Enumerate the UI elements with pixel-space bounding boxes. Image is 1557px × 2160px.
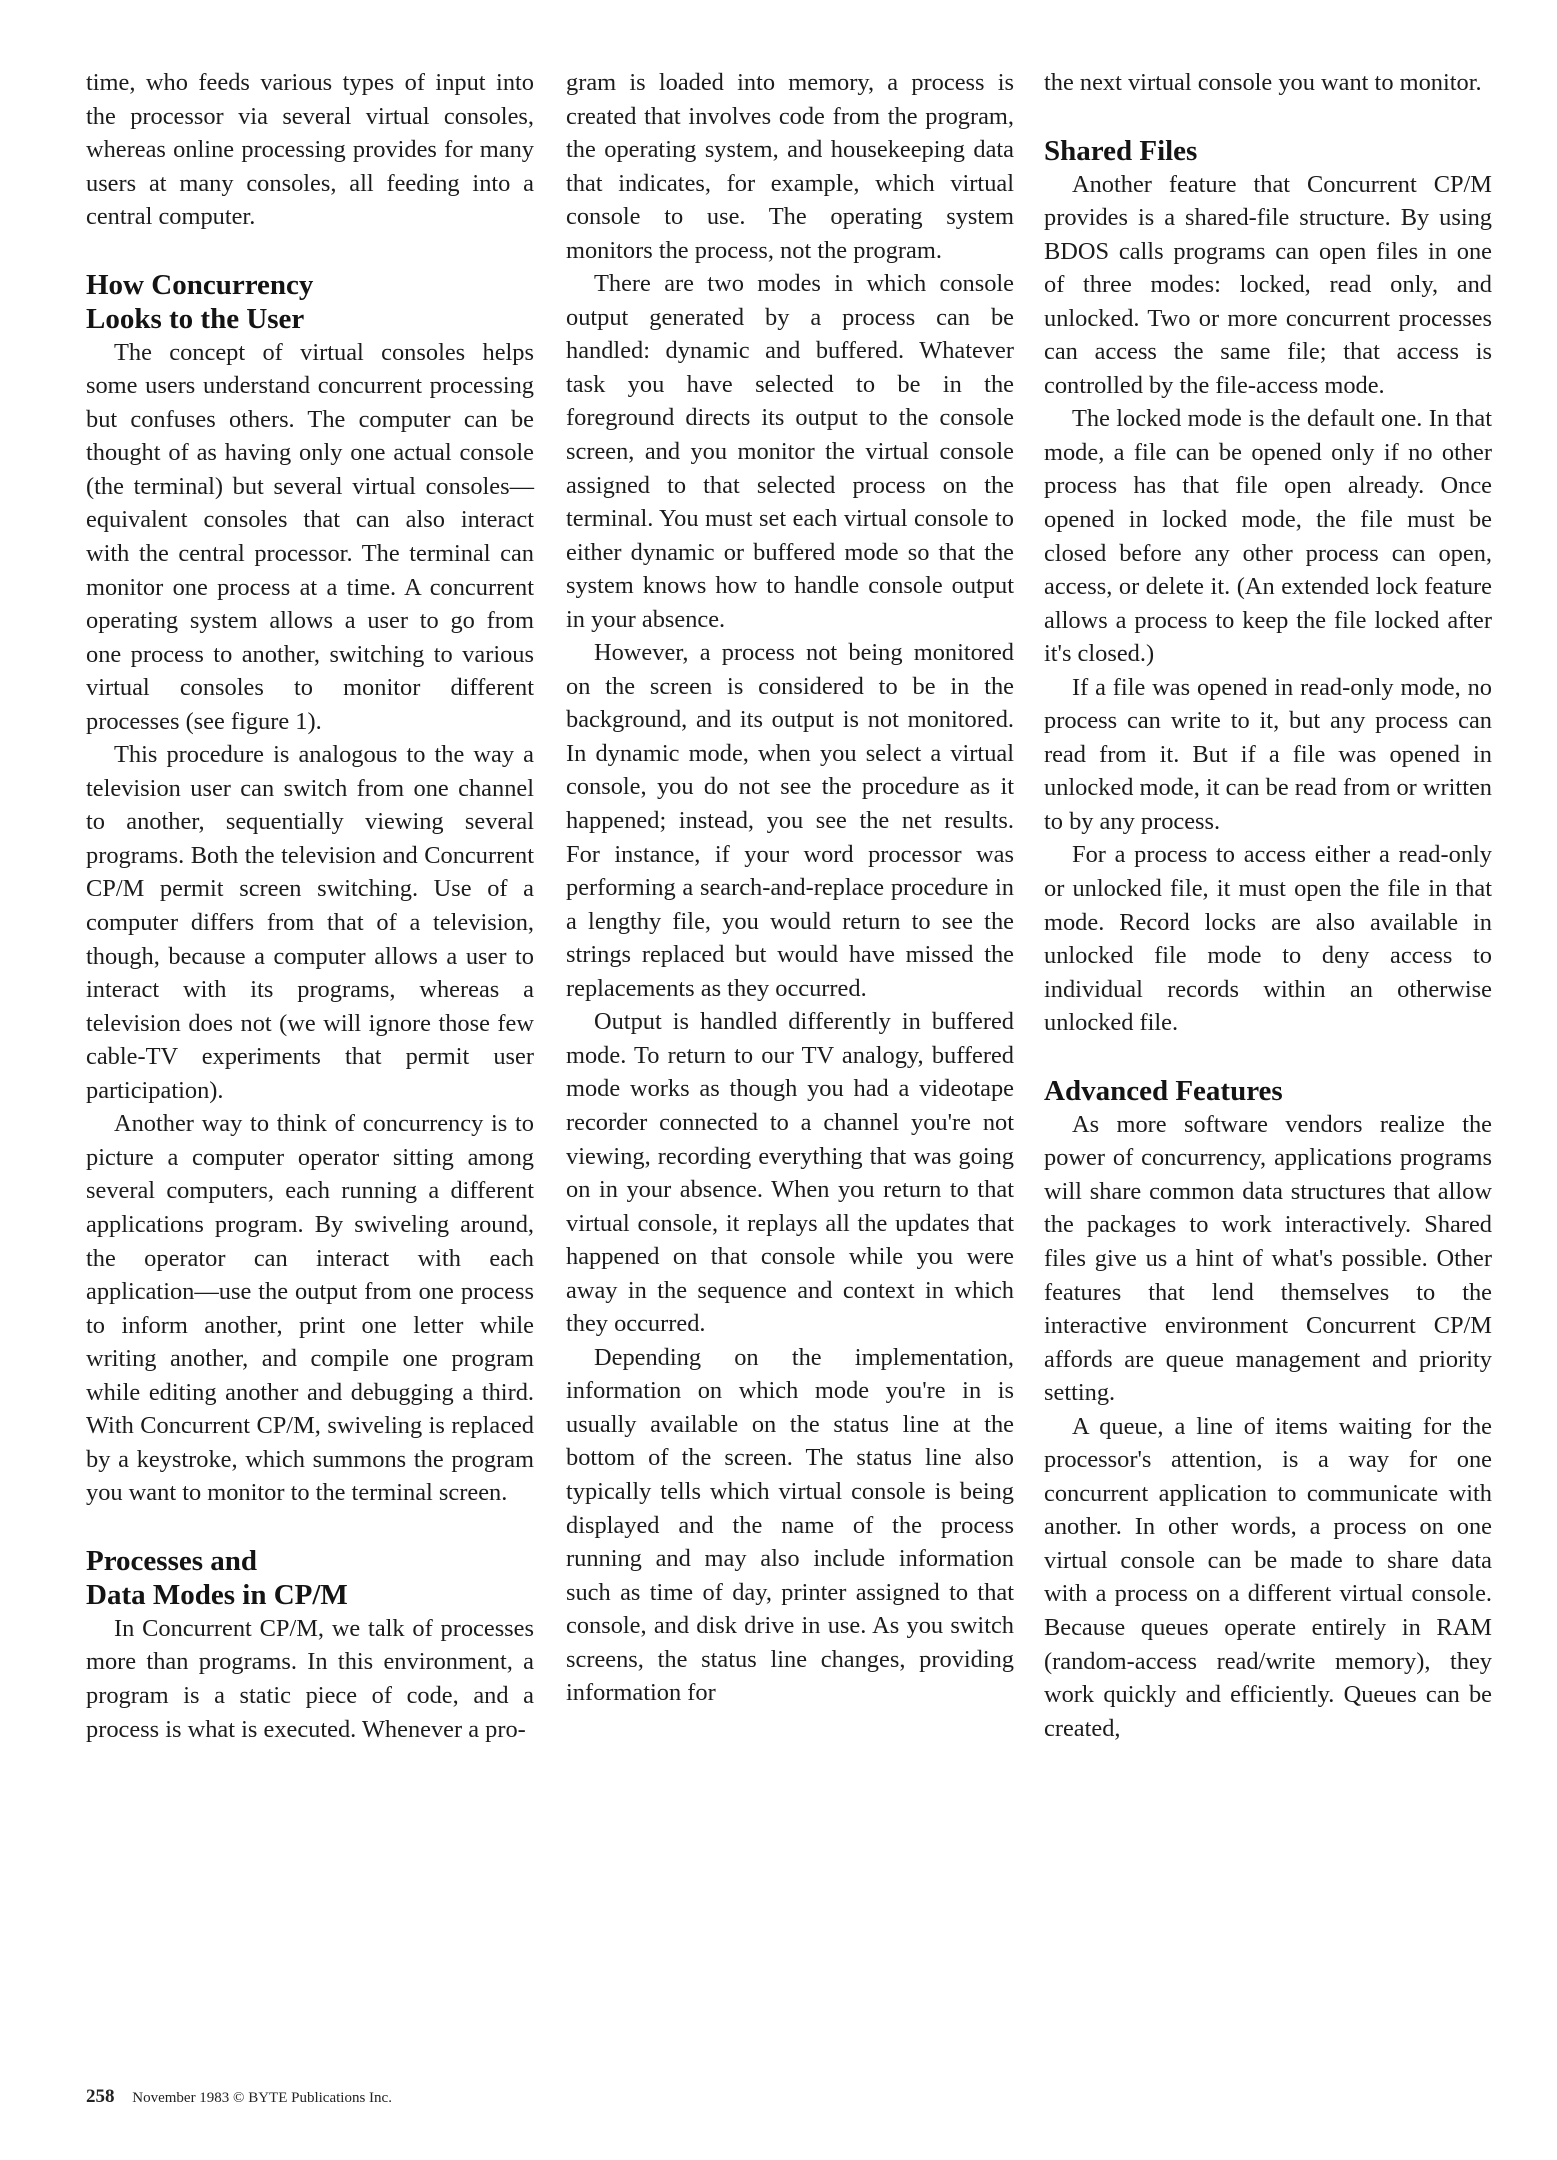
paragraph: A queue, a line of items waiting for the processor's attention, is a way for one concurrent application to communicate with another. In other words, a process on one virtual console can be made to share data with a process on a different virtual console. Because queues operate entirely in RAM (random-access read/write memory), they work quickly and efficiently. Queues can be created, xyxy=(1044,1412,1492,1742)
heading-line: How Concurrency xyxy=(86,268,314,301)
copyright-line: November 1983 © BYTE Publications Inc. xyxy=(132,2090,392,2106)
paragraph: Another feature that Concurrent CP/M provides is a shared-file structure. By using BDOS calls programs can open files in one of three modes: locked, read only, and unlocked. Two or more concurrent processes can access the same file; that access is controlled by the file-access mode. xyxy=(1044,170,1492,399)
paragraph: For a process to access either a read-only or unlocked file, it must open the file in that mode. Record locks are also available in unlocked file mode to deny access to individual records within an otherwise unlocked file. xyxy=(1044,841,1492,1037)
heading-line: Processes and xyxy=(86,1544,258,1577)
section-heading: Shared Files xyxy=(1044,134,1198,167)
paragraph: time, who feeds various types of input into the processor via several virtual consoles, whereas online processing provides for many users at many consoles, all feeding into a central computer. xyxy=(86,69,534,231)
column-1 xyxy=(86,66,534,1746)
paragraph: There are two modes in which console output generated by a process can be handled: dynamic and buffered. Whatever task you have selected to be in the foreground directs its output to the console screen, and you monitor the virtual console assigned to that selected process on the terminal. You must set each virtual console to either dynamic or buffered mode so that the system knows how to handle console output in your absence. xyxy=(566,270,1014,633)
paragraph: In Concurrent CP/M, we talk of processes more than programs. In this environment, a program is a static piece of code, and a process is what is executed. Whenever a pro- xyxy=(86,1614,534,1743)
heading-line: Looks to the User xyxy=(86,302,305,335)
paragraph: the next virtual console you want to monitor. xyxy=(1044,69,1482,96)
paragraph: The locked mode is the default one. In that mode, a file can be opened only if no other process has that file open already. Once opened in locked mode, the file must be closed before any other process can open, access, or delete it. (An extended lock feature allows a process to keep the file locked after it's closed.) xyxy=(1044,405,1492,668)
page-number: 258 xyxy=(86,2086,115,2107)
paragraph: Output is handled differently in buffered mode. To return to our TV analogy, buffered mode works as though you had a videotape recorder connected to a channel you're not viewing, recording everything that was going on in your absence. When you return to that virtual console, it replays all the updates that happened on that console while you were away in the sequence and context in which they occurred. xyxy=(566,1008,1014,1338)
paragraph: The concept of virtual consoles helps some users understand concurrent processing but confuses others. The computer can be thought of as having only one actual console (the terminal) but several virtual consoles—equivalent consoles that can also interact with the central processor. The terminal can monitor one process at a time. A concurrent operating system allows a user to go from one process to another, switching to various virtual consoles to monitor different processes (see figure 1). xyxy=(86,338,534,735)
section-heading xyxy=(86,268,534,336)
page-footer xyxy=(86,2086,392,2108)
paragraph: As more software vendors realize the power of concurrency, applications programs will share common data structures that allow the packages to work interactively. Shared files give us a hint of what's possible. Other features that lend themselves to the interactive environment Concurrent CP/M affords are queue management and priority setting. xyxy=(1044,1110,1492,1407)
paragraph: gram is loaded into memory, a process is created that involves code from the program, the operating system, and housekeeping data that indicates, for example, which virtual console to use. The operating system monitors the process, not the program. xyxy=(566,69,1014,264)
column-2 xyxy=(566,66,1014,1710)
heading-line: Data Modes in CP/M xyxy=(86,1578,348,1611)
section-heading: Advanced Features xyxy=(1044,1074,1283,1107)
paragraph: This procedure is analogous to the way a television user can switch from one channel to another, sequentially viewing several programs. Both the television and Concurrent CP/M permit screen switching. Use of a computer differs from that of a television, though, because a computer allows a user to interact with its programs, whereas a television does not (we will ignore those few cable-TV experiments that permit user participation). xyxy=(86,741,534,1104)
paragraph: Depending on the implementation, information on which mode you're in is usually available on the status line at the bottom of the screen. The status line also typically tells which virtual console is being displayed and the name of the process running and may also include information such as time of day, printer assigned to that console, and disk drive in use. As you switch screens, the status line changes, providing information for xyxy=(566,1343,1014,1707)
column-3 xyxy=(1044,66,1492,1745)
paragraph: If a file was opened in read-only mode, no process can write to it, but any process can read from it. But if a file was opened in unlocked mode, it can be read from or written to by any process. xyxy=(1044,673,1492,835)
section-heading xyxy=(86,1544,534,1612)
paragraph: Another way to think of concurrency is to picture a computer operator sitting among several computers, each running a different applications program. By swiveling around, the operator can interact with each application—use the output from one process to inform another, print one letter while writing another, and compile one program while editing another and debugging a third. With Concurrent CP/M, swiveling is replaced by a keystroke, which summons the program you want to monitor to the terminal screen. xyxy=(86,1110,534,1507)
paragraph: However, a process not being monitored on the screen is considered to be in the background, and its output is not monitored. In dynamic mode, when you select a virtual console, you do not see the procedure as it happened; instead, you see the net results. For instance, if your word processor was performing a search-and-replace procedure in a lengthy file, you would return to see the strings replaced but would have missed the replacements as they occurred. xyxy=(566,639,1014,1002)
